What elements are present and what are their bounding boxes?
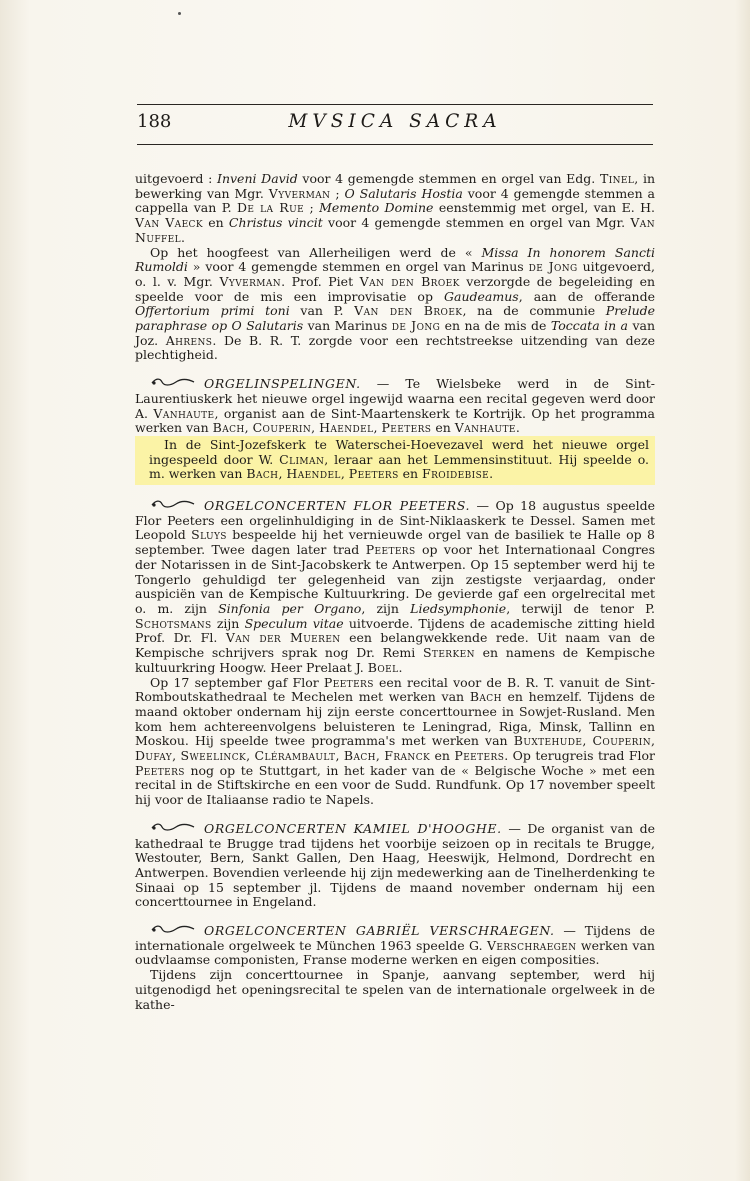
section-orgelinspelingen: ORGELINSPELINGEN. — Te Wielsbeke werd in de Sint-Laurentiuskerk het nieuwe orgel ingewijd waarna een recital gegeven werd door A. Vanhaute, organist aan de Sint-Maartenskerk te Kortrijk. Op het programma werken van Bach, Couperin, Haendel, Peeters en Vanhaute. <box>135 376 655 436</box>
section-title: ORGELCONCERTEN GABRIËL VERSCHRAEGEN. <box>204 923 555 939</box>
article-body <box>135 172 655 1012</box>
paragraph-performance-list: uitgevoerd : Inveni David voor 4 gemengde stemmen en orgel van Edg. Tinel, in bewerking van Mgr. Vyverman ; O Salutaris Hostia voor 4 gemengde stemmen a cappella van P. De la Rue ; Memento Domine eenstemmig met orgel, van E. H. Van Vaeck en Christus vincit voor 4 gemengde stemmen en orgel van Mgr. Van Nuffel. <box>135 171 655 245</box>
section-title: ORGELINSPELINGEN. <box>204 376 361 392</box>
ornament-icon <box>150 499 196 509</box>
paragraph-allerheiligen: Op het hoogfeest van Allerheiligen werd de « Missa In honorem Sancti Rumoldi » voor 4 gemengde stemmen en orgel van Marinus de Jong uitgevoerd, o. l. v. Mgr. Vyverman. Prof. Piet Van den Broek verzorgde de begeleiding en speelde voor de mis een improvisatie op Gaudeamus, aan de offerande Offertorium primi toni van P. Van den Broek, na de communie Prelude paraphrase op O Salutaris van Marinus de Jong en na de mis de Toccata in a van Joz. Ahrens. De B. R. T. zorgde voor een rechtstreekse uitzending van deze plechtigheid. <box>135 244 656 363</box>
section-kamiel-dhooghe: ORGELCONCERTEN KAMIEL D'HOOGHE. — De organist van de kathedraal te Brugge trad tijdens het voorbije seizoen op in recitals te Brugge, Westouter, Bern, Sankt Gallen, Den Haag, Heeswijk, Helmond, Dordrecht en Antwerpen. Bovendien verleende hij zijn medewerking aan de Tinelherdenking te Sinaai op 15 september jl. Tijdens de maand november ondernam hij een concerttournee in Engeland. <box>135 820 655 910</box>
section-gabriel-verschraegen: ORGELCONCERTEN GABRIËL VERSCHRAEGEN. — Tijdens de internationale orgelweek te München 1963 speelde G. Verschraegen werken van oudvlaamse componisten, Franse moderne werken en eigen composities. <box>135 923 655 968</box>
highlighted-paragraph: In de Sint-Jozefskerk te Waterschei-Hoevezavel werd het nieuwe orgel ingespeeld door W. Climan, leraar aan het Lemmensinstituut. Hij speelde o. m. werken van Bach, Haendel, Peeters en Froidebise. <box>135 436 655 485</box>
paragraph-peeters-tour: Op 17 september gaf Flor Peeters een recital voor de B. R. T. vanuit de Sint-Romboutskathedraal te Mechelen met werken van Bach en hemzelf. Tijdens de maand oktober ondernam hij zijn eerste concerttournee in Sowjet-Rusland. Men kom hem achtereenvolgens beluisteren te Leningrad, Riga, Minsk, Tallinn en Moskou. Hij speelde twee programma's met werken van Buxtehude, Couperin, Dufay, Sweelinck, Clérambault, Bach, Franck en Peeters. Op terugreis trad Flor Peeters nog op te Stuttgart, in het kader van de « Belgische Woche » met een recital in de Stiftskirche en een voor de Sudd. Rundfunk. Op 17 november speelt hij voor de Italiaanse radio te Napels. <box>135 674 655 808</box>
ornament-icon <box>150 822 196 832</box>
ornament-icon <box>150 377 196 387</box>
running-title: MVSICA SACRA <box>288 111 502 132</box>
stray-mark <box>178 12 181 15</box>
section-title: ORGELCONCERTEN FLOR PEETERS. <box>204 498 471 514</box>
header-bottom-rule <box>137 144 653 145</box>
paragraph-spain-tour: Tijdens zijn concerttournee in Spanje, aanvang september, werd hij uitgenodigd het openingsrecital te spelen van de internationale orgelweek in de kathe- <box>135 967 655 1012</box>
section-title: ORGELCONCERTEN KAMIEL D'HOOGHE. <box>204 820 502 836</box>
ornament-icon <box>150 924 196 934</box>
page-header <box>137 104 653 145</box>
page-number: 188 <box>137 111 172 132</box>
header-row <box>137 105 653 141</box>
section-flor-peeters: ORGELCONCERTEN FLOR PEETERS. — Op 18 augustus speelde Flor Peeters een orgelinhuldiging in de Sint-Niklaaskerk te Dessel. Samen met Leopold Sluys bespeelde hij het vernieuwde orgel van de basiliek te Halle op 8 september. Twee dagen later trad Peeters op voor het Internationaal Congres der Notarissen in de Sint-Jacobskerk te Antwerpen. Op 15 september werd hij te Tongerlo gehuldigd ter gelegenheid van zijn zestigste verjaardag, onder auspiciën van de Kempische Kultuurkring. De gevierde gaf een orgelrecital met o. m. zijn Sinfonia per Organo, zijn Liedsymphonie, terwijl de tenor P. Schotsmans zijn Speculum vitae uitvoerde. Tijdens de academische zitting hield Prof. Dr. Fl. Van der Mueren een belangwekkende rede. Uit naam van de Kempische schrijvers sprak nog Dr. Remi Sterken en namens de Kempische kultuurkring Hoogw. Heer Prelaat J. Boel. <box>135 498 656 675</box>
